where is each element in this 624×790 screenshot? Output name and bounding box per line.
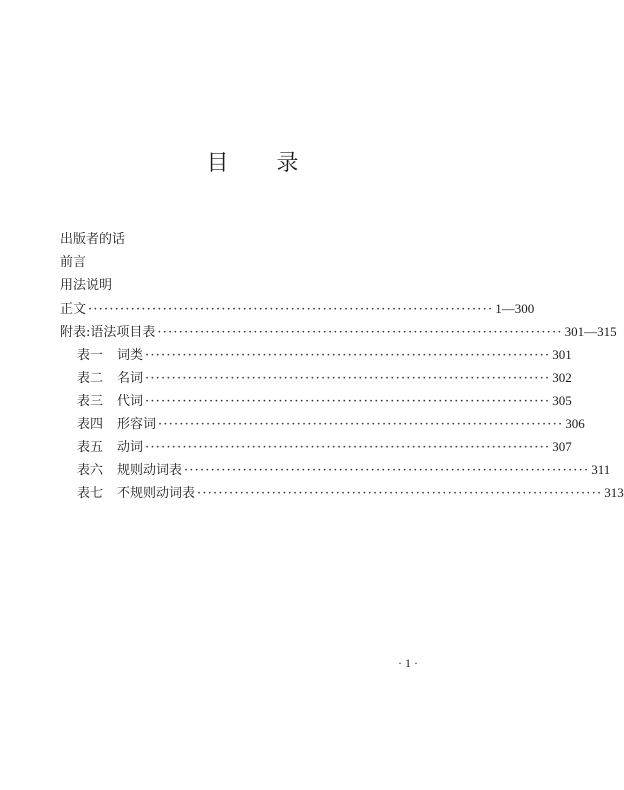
toc-item-preface[interactable] xyxy=(60,253,86,273)
toc-item-table-3[interactable] xyxy=(77,391,572,411)
toc-page: 307 xyxy=(552,439,572,454)
toc-label: 词类 xyxy=(117,348,144,363)
toc-leader-dots: ············································································ xyxy=(145,348,551,363)
toc-page: 311 xyxy=(591,462,611,477)
toc-table-number: 表六 xyxy=(77,463,104,478)
toc-item-table-5[interactable] xyxy=(77,437,572,457)
toc-leader-dots: ············································································ xyxy=(184,463,590,478)
title-char-1: 目 xyxy=(206,151,229,176)
toc-label: 名词 xyxy=(117,371,144,386)
toc-item-appendix[interactable] xyxy=(60,322,617,342)
toc-page: 301—315 xyxy=(564,324,617,339)
toc-label: 不规则动词表 xyxy=(117,486,196,501)
toc-label: 前言 xyxy=(60,255,87,270)
toc-label: 代词 xyxy=(117,394,144,409)
toc-item-table-2[interactable] xyxy=(77,368,572,388)
toc-table-number: 表七 xyxy=(77,486,104,501)
page-number: · 1 · xyxy=(398,656,418,670)
toc-label: 规则动词表 xyxy=(117,463,183,478)
toc-page: 306 xyxy=(565,416,585,431)
toc-leader-dots: ············································································ xyxy=(145,440,551,455)
title-char-2: 录 xyxy=(276,151,299,176)
toc-leader-dots: ············································································ xyxy=(158,417,564,432)
toc-page: 1—300 xyxy=(495,301,535,316)
toc-page: 301 xyxy=(552,347,572,362)
toc-leader-dots: ············································································ xyxy=(88,302,494,317)
toc-leader-dots: ············································································ xyxy=(197,486,603,501)
toc-item-table-1[interactable] xyxy=(77,345,572,365)
toc-item-main-text[interactable] xyxy=(60,299,535,319)
toc-leader-dots: ············································································ xyxy=(145,394,551,409)
toc-label: 动词 xyxy=(117,440,144,455)
toc-leader-dots: ············································································ xyxy=(145,371,551,386)
toc-table-number: 表五 xyxy=(77,440,104,455)
toc-label: 出版者的话 xyxy=(60,232,126,247)
toc-leader-dots: ············································································ xyxy=(157,325,563,340)
toc-table-number: 表一 xyxy=(77,348,104,363)
toc-item-publisher-note[interactable] xyxy=(60,230,125,250)
toc-page: 302 xyxy=(552,370,572,385)
toc-item-table-7[interactable] xyxy=(77,483,624,503)
toc-table-number: 表四 xyxy=(77,417,104,432)
toc-item-table-4[interactable] xyxy=(77,414,585,434)
toc-label: 正文 xyxy=(60,302,87,317)
toc-item-usage[interactable] xyxy=(60,276,112,296)
toc-page: 313 xyxy=(604,485,624,500)
toc-label: 用法说明 xyxy=(60,278,113,293)
toc-label: 形容词 xyxy=(117,417,157,432)
toc-item-table-6[interactable] xyxy=(77,460,611,480)
toc-label: 附表:语法项目表 xyxy=(60,325,156,340)
toc-table-number: 表三 xyxy=(77,394,104,409)
page-title xyxy=(0,146,505,177)
toc-page: 305 xyxy=(552,393,572,408)
toc-table-number: 表二 xyxy=(77,371,104,386)
